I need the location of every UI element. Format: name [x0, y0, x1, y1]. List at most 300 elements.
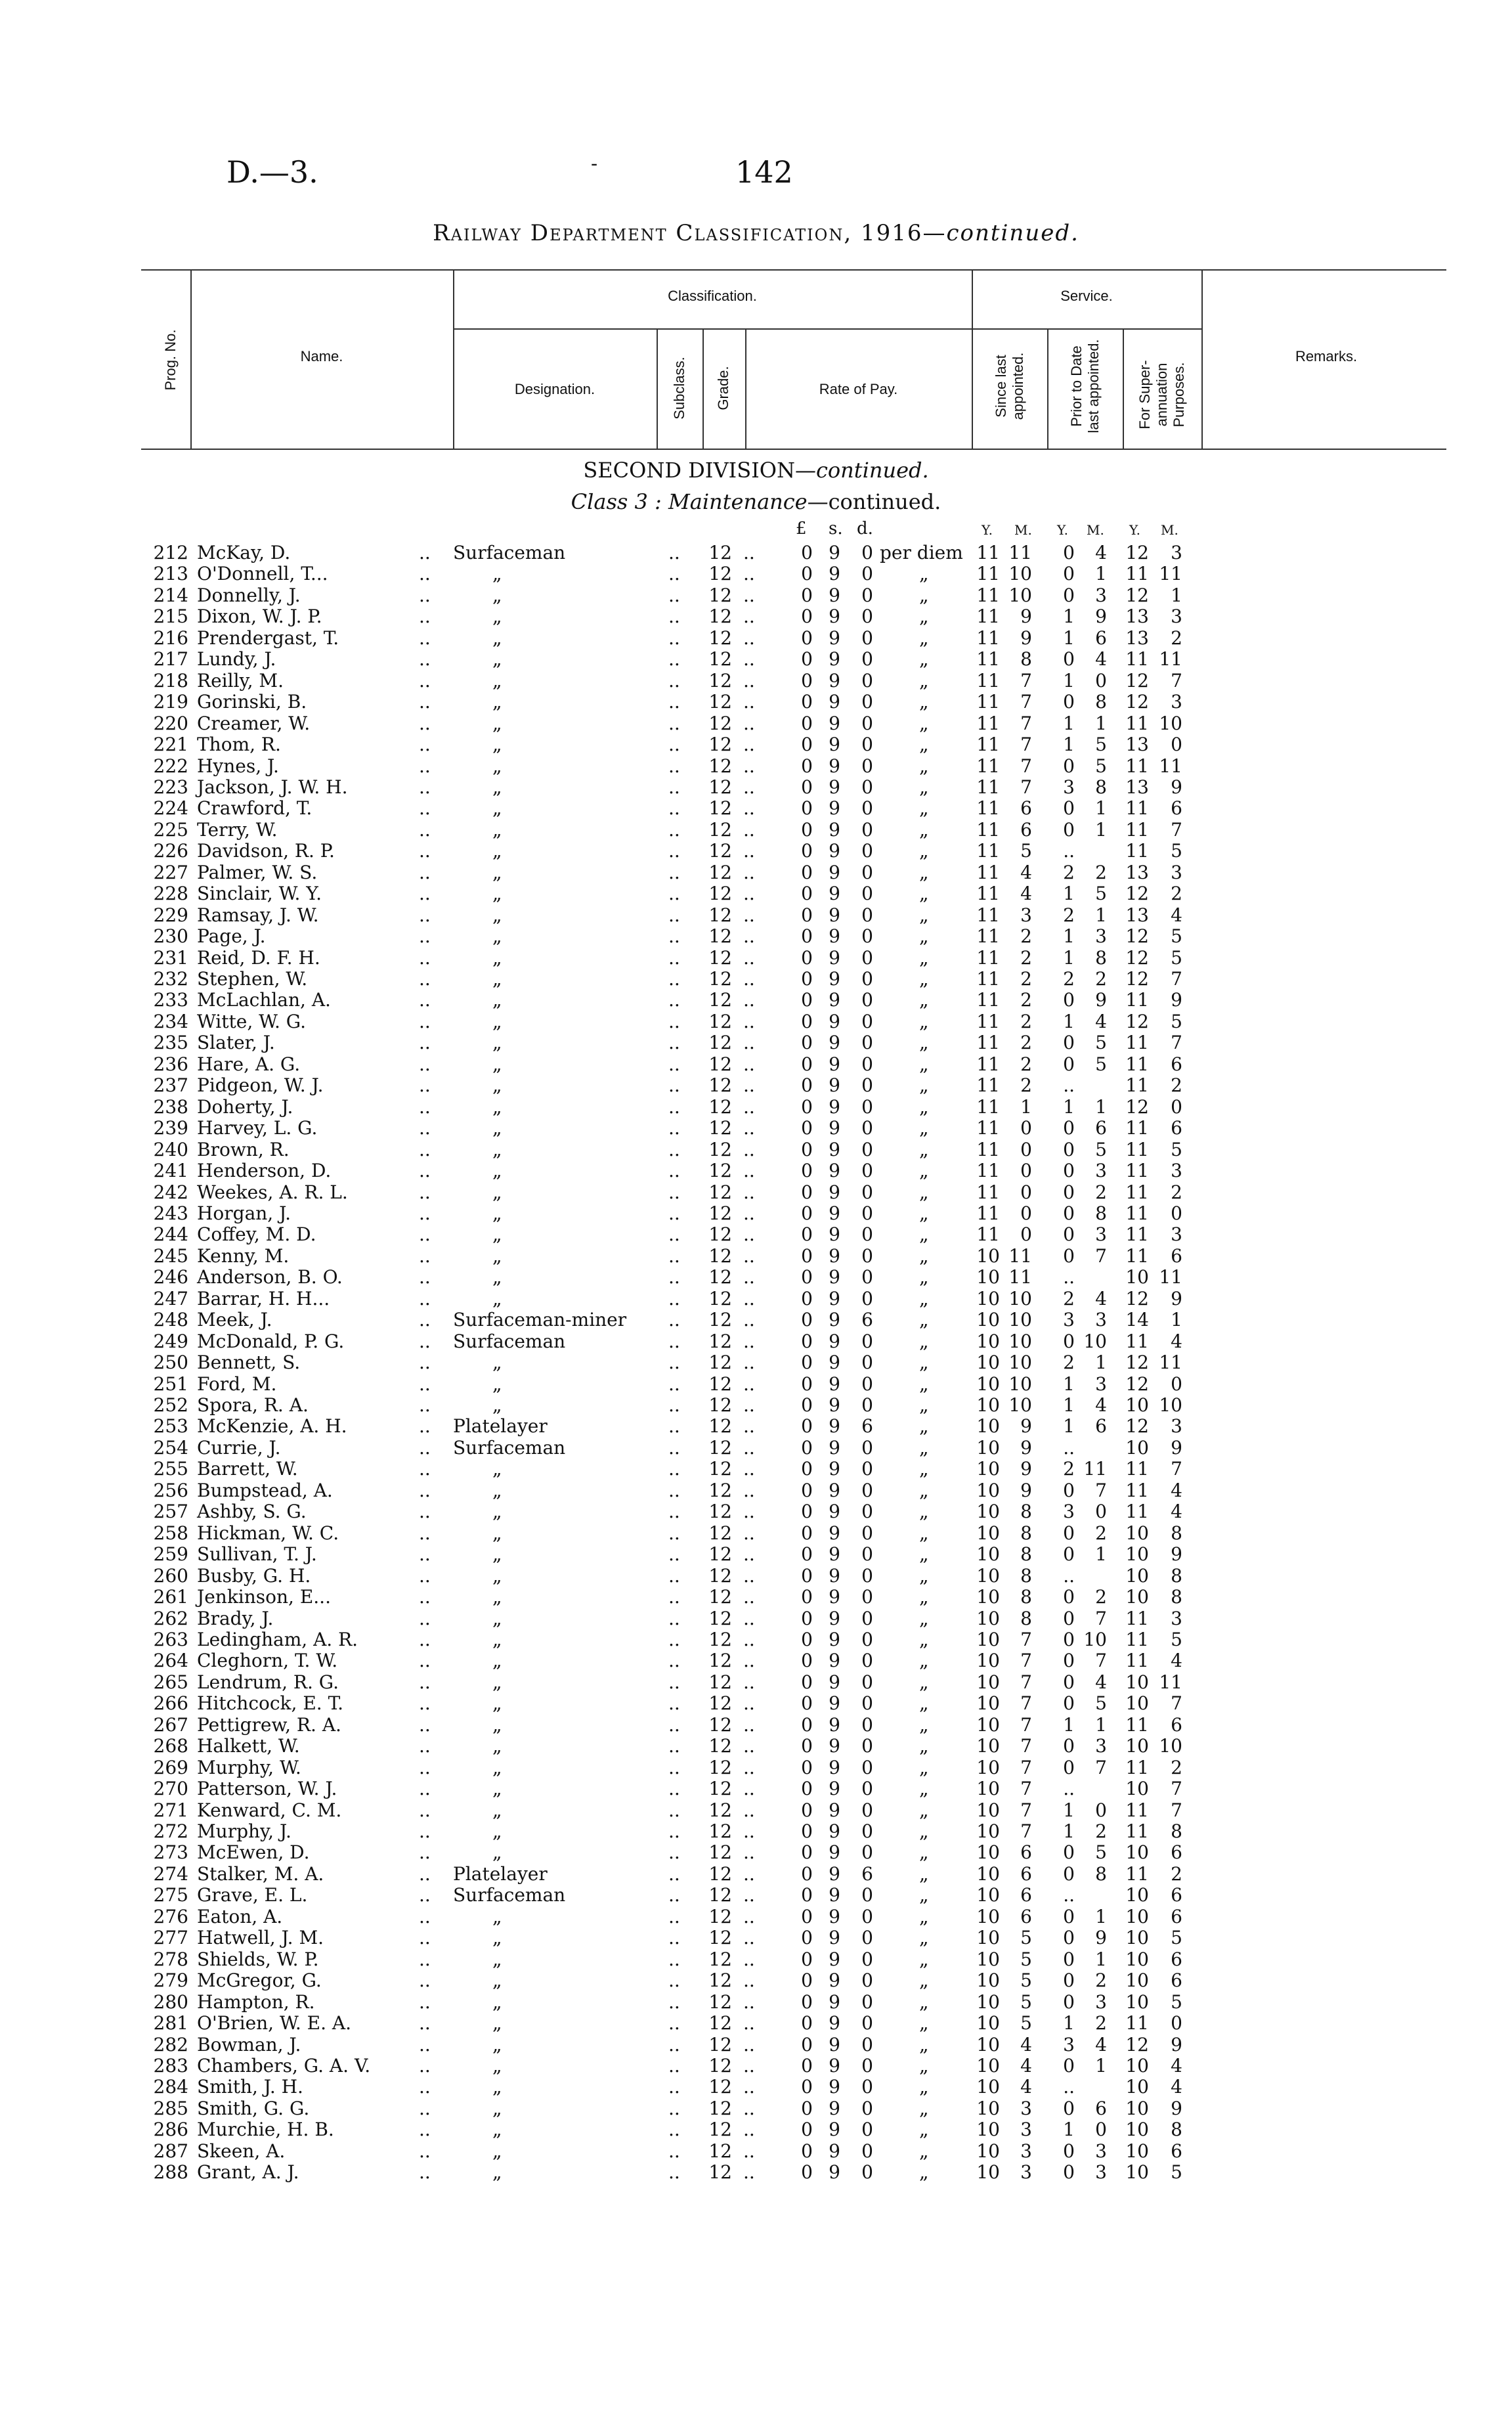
- row-name: Eaton, A.: [197, 1905, 283, 1927]
- row-super-years: 13: [1125, 776, 1149, 798]
- row-rate-period: „: [919, 1309, 929, 1331]
- dot-leader: ..: [419, 861, 431, 883]
- row-since-months: 2: [1020, 989, 1032, 1011]
- table-row: [0, 2119, 1512, 2140]
- row-super-months: 8: [1171, 1586, 1182, 1608]
- row-prior-years: 0: [1063, 818, 1075, 841]
- dot-leader: ..: [668, 1735, 680, 1757]
- row-rate-pence: 0: [861, 1607, 873, 1629]
- row-name: Barrar, H. H...: [197, 1287, 330, 1309]
- dot-leader: ..: [668, 1671, 680, 1693]
- row-super-months: 4: [1171, 904, 1182, 926]
- dot-leader: ..: [743, 2097, 755, 2119]
- row-rate-pence: 0: [861, 1969, 873, 1992]
- row-rate-period: „: [919, 2097, 929, 2119]
- row-rate-period: „: [919, 1095, 929, 1118]
- row-rate-pence: 0: [861, 648, 873, 671]
- dot-leader: ..: [743, 1160, 755, 1182]
- row-prior-months: 7: [1095, 1244, 1107, 1267]
- row-subclass: 12: [708, 2161, 732, 2184]
- row-rate-pounds: 0: [801, 1095, 813, 1118]
- dot-leader: ..: [668, 1713, 680, 1736]
- row-rate-pounds: 0: [801, 2033, 813, 2056]
- row-rate-pence: 0: [861, 1287, 873, 1309]
- row-super-years: 10: [1125, 1564, 1149, 1587]
- row-super-years: 11: [1125, 1074, 1149, 1097]
- row-super-months: 7: [1171, 1778, 1182, 1800]
- row-super-months: 9: [1171, 1543, 1182, 1566]
- row-designation: „: [492, 946, 502, 969]
- row-since-years: 10: [976, 1756, 1000, 1778]
- row-rate-period: „: [919, 818, 929, 841]
- row-prior-years: 0: [1063, 1948, 1075, 1970]
- row-super-months: 11: [1159, 1671, 1182, 1693]
- row-prior-years: 0: [1063, 1543, 1075, 1566]
- row-since-years: 10: [976, 1522, 1000, 1544]
- dot-leader: ..: [419, 563, 431, 585]
- row-super-years: 11: [1125, 1756, 1149, 1778]
- row-subclass: 12: [708, 1223, 732, 1246]
- table-row: [0, 2056, 1512, 2077]
- row-rate-shillings: 9: [829, 712, 840, 734]
- row-prior-years: 0: [1063, 2140, 1075, 2162]
- row-prior-months: 3: [1095, 1991, 1107, 2013]
- dot-leader: ..: [668, 605, 680, 628]
- row-name: O'Brien, W. E. A.: [197, 2012, 352, 2035]
- row-number: 287: [153, 2140, 188, 2162]
- dot-leader: ..: [743, 712, 755, 734]
- row-designation: „: [492, 861, 502, 883]
- row-designation: „: [492, 1244, 502, 1267]
- dot-leader: ..: [743, 818, 755, 841]
- row-subclass: 12: [708, 1160, 732, 1182]
- row-rate-pence: 0: [861, 1884, 873, 1906]
- row-rate-pence: 0: [861, 755, 873, 777]
- row-designation: „: [492, 1074, 502, 1097]
- row-rate-shillings: 9: [829, 1309, 840, 1331]
- header-designation: Designation.: [514, 381, 595, 397]
- dot-leader: ..: [668, 1991, 680, 2013]
- table-row: [0, 1906, 1512, 1927]
- dot-leader: ..: [743, 2140, 755, 2162]
- row-name: Hitchcock, E. T.: [197, 1692, 344, 1715]
- row-rate-pence: 0: [861, 1095, 873, 1118]
- row-prior-years: 3: [1063, 776, 1075, 798]
- row-name: Ramsay, J. W.: [197, 904, 319, 926]
- row-since-years: 10: [976, 1884, 1000, 1906]
- row-number: 224: [153, 797, 188, 820]
- row-rate-shillings: 9: [829, 1202, 840, 1224]
- row-super-months: 9: [1171, 1436, 1182, 1459]
- table-row: [0, 1203, 1512, 1224]
- row-since-months: 8: [1020, 1607, 1032, 1629]
- row-designation: „: [492, 1032, 502, 1054]
- row-rate-pence: 0: [861, 1735, 873, 1757]
- row-super-months: 6: [1171, 1244, 1182, 1267]
- row-prior-months: 6: [1095, 1117, 1107, 1139]
- row-since-months: 0: [1020, 1223, 1032, 1246]
- row-rate-period: „: [919, 1607, 929, 1629]
- row-rate-pounds: 0: [801, 2161, 813, 2184]
- column-rule: [190, 269, 192, 449]
- row-subclass: 12: [708, 1436, 732, 1459]
- row-number: 265: [153, 1671, 188, 1693]
- row-super-years: 12: [1125, 925, 1149, 948]
- row-rate-shillings: 9: [829, 2097, 840, 2119]
- dot-leader: ..: [743, 755, 755, 777]
- table-row: [0, 1459, 1512, 1480]
- header-superannuation: For Super-annuation Purposes.: [1136, 360, 1187, 429]
- row-prior-months: 8: [1095, 1202, 1107, 1224]
- row-rate-shillings: 9: [829, 1458, 840, 1480]
- row-name: Skeen, A.: [197, 2140, 286, 2162]
- row-name: Meek, J.: [197, 1309, 272, 1331]
- row-since-months: 7: [1020, 669, 1032, 692]
- row-name: O'Donnell, T...: [197, 563, 328, 585]
- row-prior-years: ..: [1063, 2076, 1075, 2098]
- row-prior-months: 1: [1095, 797, 1107, 820]
- row-rate-pounds: 0: [801, 883, 813, 905]
- row-rate-pounds: 0: [801, 1948, 813, 1970]
- row-super-months: 8: [1171, 1820, 1182, 1842]
- row-since-years: 10: [976, 1692, 1000, 1715]
- row-since-months: 7: [1020, 1799, 1032, 1821]
- row-since-months: 5: [1020, 1927, 1032, 1949]
- division-label: SECOND DIVISION—: [583, 458, 816, 483]
- row-number: 235: [153, 1032, 188, 1054]
- row-subclass: 12: [708, 883, 732, 905]
- row-number: 280: [153, 1991, 188, 2013]
- dot-leader: ..: [419, 1053, 431, 1075]
- row-since-months: 6: [1020, 1841, 1032, 1864]
- row-prior-months: 1: [1095, 904, 1107, 926]
- row-rate-shillings: 9: [829, 2140, 840, 2162]
- header-grade: Grade.: [715, 366, 731, 410]
- row-designation: „: [492, 1479, 502, 1501]
- row-rate-pence: 0: [861, 1905, 873, 1927]
- row-rate-shillings: 9: [829, 861, 840, 883]
- table-row: [0, 1501, 1512, 1522]
- table-row: [0, 1650, 1512, 1671]
- row-rate-pounds: 0: [801, 1160, 813, 1182]
- row-name: Hare, A. G.: [197, 1053, 301, 1075]
- row-rate-period: „: [919, 691, 929, 713]
- row-designation: „: [492, 1053, 502, 1075]
- row-rate-pounds: 0: [801, 1053, 813, 1075]
- row-designation: „: [492, 1394, 502, 1416]
- row-prior-years: 0: [1063, 1991, 1075, 2013]
- dot-leader: ..: [743, 1458, 755, 1480]
- row-subclass: 12: [708, 946, 732, 969]
- row-prior-months: 5: [1095, 1138, 1107, 1160]
- row-super-years: 10: [1125, 1522, 1149, 1544]
- row-name: Jenkinson, E...: [197, 1586, 331, 1608]
- row-super-months: 6: [1171, 1884, 1182, 1906]
- dot-leader: ..: [668, 1841, 680, 1864]
- row-designation: „: [492, 797, 502, 820]
- row-prior-years: 0: [1063, 2161, 1075, 2184]
- row-since-months: 7: [1020, 1756, 1032, 1778]
- row-super-months: 2: [1171, 1862, 1182, 1885]
- row-super-years: 12: [1125, 1373, 1149, 1395]
- row-since-months: 1: [1020, 1095, 1032, 1118]
- row-prior-months: 6: [1095, 2097, 1107, 2119]
- row-rate-pence: 0: [861, 797, 873, 820]
- row-since-months: 5: [1020, 1948, 1032, 1970]
- row-subclass: 12: [708, 2054, 732, 2077]
- row-rate-pence: 0: [861, 2119, 873, 2141]
- row-super-years: 12: [1125, 2033, 1149, 2056]
- dot-leader: ..: [419, 627, 431, 649]
- row-prior-months: 3: [1095, 925, 1107, 948]
- row-since-months: 10: [1008, 1309, 1032, 1331]
- dot-leader: ..: [668, 584, 680, 606]
- row-super-months: 5: [1171, 840, 1182, 862]
- row-subclass: 12: [708, 584, 732, 606]
- row-since-months: 3: [1020, 2161, 1032, 2184]
- row-rate-shillings: 9: [829, 1905, 840, 1927]
- row-rate-pence: 0: [861, 1032, 873, 1054]
- row-rate-period: „: [919, 1884, 929, 1906]
- row-super-months: 1: [1171, 1309, 1182, 1331]
- row-rate-pence: 0: [861, 1436, 873, 1459]
- row-prior-months: 5: [1095, 883, 1107, 905]
- row-name: Weekes, A. R. L.: [197, 1181, 348, 1203]
- row-rate-pounds: 0: [801, 2140, 813, 2162]
- dot-leader: ..: [419, 1820, 431, 1842]
- row-super-years: 10: [1125, 1394, 1149, 1416]
- unit-pounds: £: [796, 519, 807, 539]
- row-designation: „: [492, 1991, 502, 2013]
- dot-leader: ..: [743, 1756, 755, 1778]
- row-designation: „: [492, 968, 502, 990]
- row-rate-period: „: [919, 1522, 929, 1544]
- row-rate-pounds: 0: [801, 1969, 813, 1992]
- row-rate-period: „: [919, 605, 929, 628]
- dot-leader: ..: [743, 1820, 755, 1842]
- row-name: Currie, J.: [197, 1436, 281, 1459]
- dot-leader: ..: [419, 755, 431, 777]
- row-rate-pence: 0: [861, 1501, 873, 1523]
- dot-leader: ..: [668, 818, 680, 841]
- row-rate-period: „: [919, 968, 929, 990]
- row-number: 277: [153, 1927, 188, 1949]
- row-rate-shillings: 9: [829, 1564, 840, 1587]
- row-rate-shillings: 9: [829, 1074, 840, 1097]
- table-row: [0, 1842, 1512, 1863]
- dot-leader: ..: [419, 2097, 431, 2119]
- row-rate-period: „: [919, 861, 929, 883]
- row-prior-years: 0: [1063, 1160, 1075, 1182]
- row-since-months: 8: [1020, 1501, 1032, 1523]
- row-number: 250: [153, 1352, 188, 1374]
- row-designation: „: [492, 1778, 502, 1800]
- row-rate-shillings: 9: [829, 797, 840, 820]
- table-row: [0, 1118, 1512, 1139]
- row-rate-period: „: [919, 1223, 929, 1246]
- row-rate-pence: 0: [861, 1074, 873, 1097]
- row-number: 286: [153, 2119, 188, 2141]
- row-subclass: 12: [708, 1991, 732, 2013]
- row-prior-years: 0: [1063, 755, 1075, 777]
- table-row: [0, 1800, 1512, 1821]
- row-subclass: 12: [708, 925, 732, 948]
- dot-leader: ..: [419, 2033, 431, 2056]
- row-rate-pounds: 0: [801, 776, 813, 798]
- table-row: [0, 841, 1512, 862]
- column-rule: [702, 328, 704, 449]
- row-subclass: 12: [708, 2140, 732, 2162]
- dot-leader: ..: [419, 1991, 431, 2013]
- row-super-months: 10: [1159, 1735, 1182, 1757]
- row-subclass: 12: [708, 1778, 732, 1800]
- table-row: [0, 1160, 1512, 1181]
- row-super-months: 11: [1159, 1352, 1182, 1374]
- row-rate-period: „: [919, 1927, 929, 1949]
- row-number: 219: [153, 691, 188, 713]
- row-prior-years: 1: [1063, 1394, 1075, 1416]
- row-rate-pounds: 0: [801, 1522, 813, 1544]
- row-super-years: 12: [1125, 691, 1149, 713]
- row-super-months: 4: [1171, 1501, 1182, 1523]
- table-row: [0, 671, 1512, 692]
- row-rate-pence: 0: [861, 1223, 873, 1246]
- row-name: Henderson, D.: [197, 1160, 332, 1182]
- row-rate-pounds: 0: [801, 1373, 813, 1395]
- row-name: Anderson, B. O.: [197, 1266, 343, 1288]
- row-rate-pounds: 0: [801, 1564, 813, 1587]
- dot-leader: ..: [419, 2054, 431, 2077]
- row-number: 256: [153, 1479, 188, 1501]
- dot-leader: ..: [668, 2119, 680, 2141]
- dot-leader: ..: [668, 925, 680, 948]
- row-rate-shillings: 9: [829, 1415, 840, 1438]
- table-row: [0, 2035, 1512, 2056]
- table-row: [0, 2077, 1512, 2098]
- dot-leader: ..: [743, 1352, 755, 1374]
- row-super-months: 0: [1171, 1095, 1182, 1118]
- row-rate-pence: 0: [861, 1756, 873, 1778]
- row-super-months: 7: [1171, 818, 1182, 841]
- row-rate-shillings: 9: [829, 1394, 840, 1416]
- row-rate-pounds: 0: [801, 1735, 813, 1757]
- row-subclass: 12: [708, 2076, 732, 2098]
- row-rate-pence: 0: [861, 1841, 873, 1864]
- dot-leader: ..: [419, 691, 431, 713]
- row-rate-pence: 0: [861, 1671, 873, 1693]
- row-number: 244: [153, 1223, 188, 1246]
- row-rate-pence: 0: [861, 989, 873, 1011]
- row-rate-pence: 0: [861, 627, 873, 649]
- dot-leader: ..: [668, 1692, 680, 1715]
- dot-leader: ..: [743, 968, 755, 990]
- row-super-months: 8: [1171, 1522, 1182, 1544]
- row-since-months: 6: [1020, 1862, 1032, 1885]
- row-rate-pence: 0: [861, 1586, 873, 1608]
- row-prior-months: 0: [1095, 1501, 1107, 1523]
- row-name: Pettigrew, R. A.: [197, 1713, 341, 1736]
- row-since-years: 11: [976, 648, 1000, 671]
- dot-leader: ..: [668, 904, 680, 926]
- row-since-months: 10: [1008, 1394, 1032, 1416]
- dot-leader: ..: [419, 1628, 431, 1650]
- row-rate-pence: 0: [861, 776, 873, 798]
- row-since-years: 10: [976, 2054, 1000, 2077]
- row-rate-shillings: 9: [829, 1522, 840, 1544]
- row-designation: „: [492, 1713, 502, 1736]
- row-rate-shillings: 9: [829, 1352, 840, 1374]
- row-rate-period: „: [919, 1244, 929, 1267]
- row-rate-period: „: [919, 883, 929, 905]
- dot-leader: ..: [743, 1266, 755, 1288]
- dot-leader: ..: [419, 1501, 431, 1523]
- table-row: [0, 1182, 1512, 1203]
- header-rate-of-pay: Rate of Pay.: [819, 381, 898, 397]
- dot-leader: ..: [419, 1095, 431, 1118]
- row-super-months: 7: [1171, 968, 1182, 990]
- row-prior-years: 3: [1063, 1309, 1075, 1331]
- row-super-months: 11: [1159, 563, 1182, 585]
- row-name: Dixon, W. J. P.: [197, 605, 322, 628]
- dot-leader: ..: [419, 1415, 431, 1438]
- row-number: 264: [153, 1650, 188, 1672]
- row-since-years: 10: [976, 1841, 1000, 1864]
- row-number: 218: [153, 669, 188, 692]
- row-since-years: 11: [976, 1095, 1000, 1118]
- row-rate-period: „: [919, 797, 929, 820]
- dot-leader: ..: [419, 1713, 431, 1736]
- dot-leader: ..: [419, 1373, 431, 1395]
- row-rate-pounds: 0: [801, 2012, 813, 2035]
- row-since-months: 7: [1020, 1820, 1032, 1842]
- row-super-years: 11: [1125, 563, 1149, 585]
- dot-leader: ..: [419, 818, 431, 841]
- row-super-months: 9: [1171, 2097, 1182, 2119]
- row-prior-months: 9: [1095, 989, 1107, 1011]
- row-rate-pence: 0: [861, 1522, 873, 1544]
- row-since-months: 5: [1020, 1969, 1032, 1992]
- row-subclass: 12: [708, 776, 732, 798]
- table-row: [0, 1885, 1512, 1906]
- row-number: 281: [153, 2012, 188, 2035]
- row-rate-pence: 0: [861, 1991, 873, 2013]
- row-name: Harvey, L. G.: [197, 1117, 318, 1139]
- dot-leader: ..: [743, 1032, 755, 1054]
- row-super-months: 11: [1159, 1266, 1182, 1288]
- dot-leader: ..: [668, 1543, 680, 1566]
- row-designation: „: [492, 1501, 502, 1523]
- row-super-months: 3: [1171, 691, 1182, 713]
- row-prior-months: 1: [1095, 1905, 1107, 1927]
- row-prior-years: 1: [1063, 946, 1075, 969]
- row-rate-shillings: 9: [829, 1181, 840, 1203]
- row-designation: „: [492, 605, 502, 628]
- row-rate-pounds: 0: [801, 861, 813, 883]
- dot-leader: ..: [419, 989, 431, 1011]
- dot-leader: ..: [419, 2161, 431, 2184]
- row-prior-months: 1: [1095, 818, 1107, 841]
- row-rate-period: „: [919, 840, 929, 862]
- row-rate-pence: 0: [861, 1778, 873, 1800]
- row-designation: „: [492, 2012, 502, 2035]
- row-rate-pence: 6: [861, 1415, 873, 1438]
- row-designation: „: [492, 1948, 502, 1970]
- row-name: Murphy, W.: [197, 1756, 301, 1778]
- row-subclass: 12: [708, 1586, 732, 1608]
- row-prior-years: 0: [1063, 2054, 1075, 2077]
- row-number: 262: [153, 1607, 188, 1629]
- row-super-years: 11: [1125, 1160, 1149, 1182]
